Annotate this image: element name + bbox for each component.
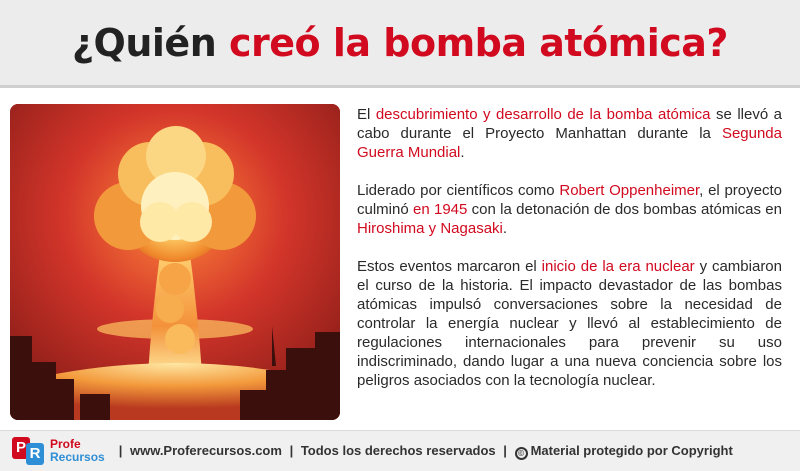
text: El (357, 106, 376, 123)
rights-text: Todos los derechos reservados (300, 442, 496, 458)
highlight: inicio de la era nuclear (541, 258, 695, 275)
logo-mark-icon (12, 437, 46, 465)
highlight: descubrimiento y desarrollo de la bomba atómica (375, 106, 711, 123)
title-part-dark: ¿Quién (72, 20, 229, 65)
stem-puff (156, 295, 184, 323)
logo-letter-p: P (12, 437, 30, 459)
title-part-red: creó la bomba atómica? (228, 20, 728, 65)
text: . (502, 220, 508, 237)
text: Liderado por científicos como (357, 182, 560, 199)
highlight: en 1945 (413, 201, 468, 218)
paragraph-2 (357, 181, 782, 238)
text: . (460, 144, 465, 161)
footer-credits (115, 443, 733, 460)
footer-bar (0, 430, 800, 471)
mushroom-cloud-image (10, 104, 340, 420)
logo-line-1: Profe (50, 437, 81, 451)
logo-letter-r: R (26, 443, 44, 465)
text: y cambiaron el curso de la historia. El impacto devastador de las bombas atómicas impulsó conversaciones sobre la necesidad de controlar la energía nuclear y llevó al establecimiento de regulaciones internacionales para prevenir su uso indiscriminado, dando lugar a una nueva conciencia sobre los peligros asociados con la tecnología nuclear. (357, 258, 782, 389)
paragraph-3 (357, 257, 782, 390)
stem-puff (165, 324, 195, 354)
protected-text: Material protegido por Copyright (530, 442, 733, 458)
proferecursos-logo[interactable] (12, 437, 105, 465)
separator: | (118, 442, 123, 458)
article-text (357, 105, 782, 409)
header-bar (0, 0, 800, 88)
highlight: Segunda Guerra Mundial (357, 125, 782, 161)
separator: | (289, 442, 294, 458)
text: se llevó a cabo durante el Proyecto Manhattan durante la (357, 106, 782, 142)
text: Estos eventos marcaron el (357, 258, 542, 275)
text: con la detonación de dos bombas atómicas en (467, 201, 782, 218)
logo-line-2: Recursos (50, 450, 105, 464)
separator: | (503, 442, 507, 458)
page-title (72, 21, 728, 65)
logo-wordmark (50, 438, 105, 464)
text: , el proyecto culminó (357, 182, 783, 218)
mushroom-cloud-illustration (10, 104, 340, 420)
highlight: Hiroshima y Nagasaki (357, 220, 503, 237)
paragraph-1 (357, 105, 782, 162)
site-link[interactable]: www.Proferecursos.com (129, 442, 282, 458)
highlight: Robert Oppenheimer (559, 182, 700, 199)
copyright-icon: © (515, 447, 528, 460)
stem-puff (159, 263, 191, 295)
